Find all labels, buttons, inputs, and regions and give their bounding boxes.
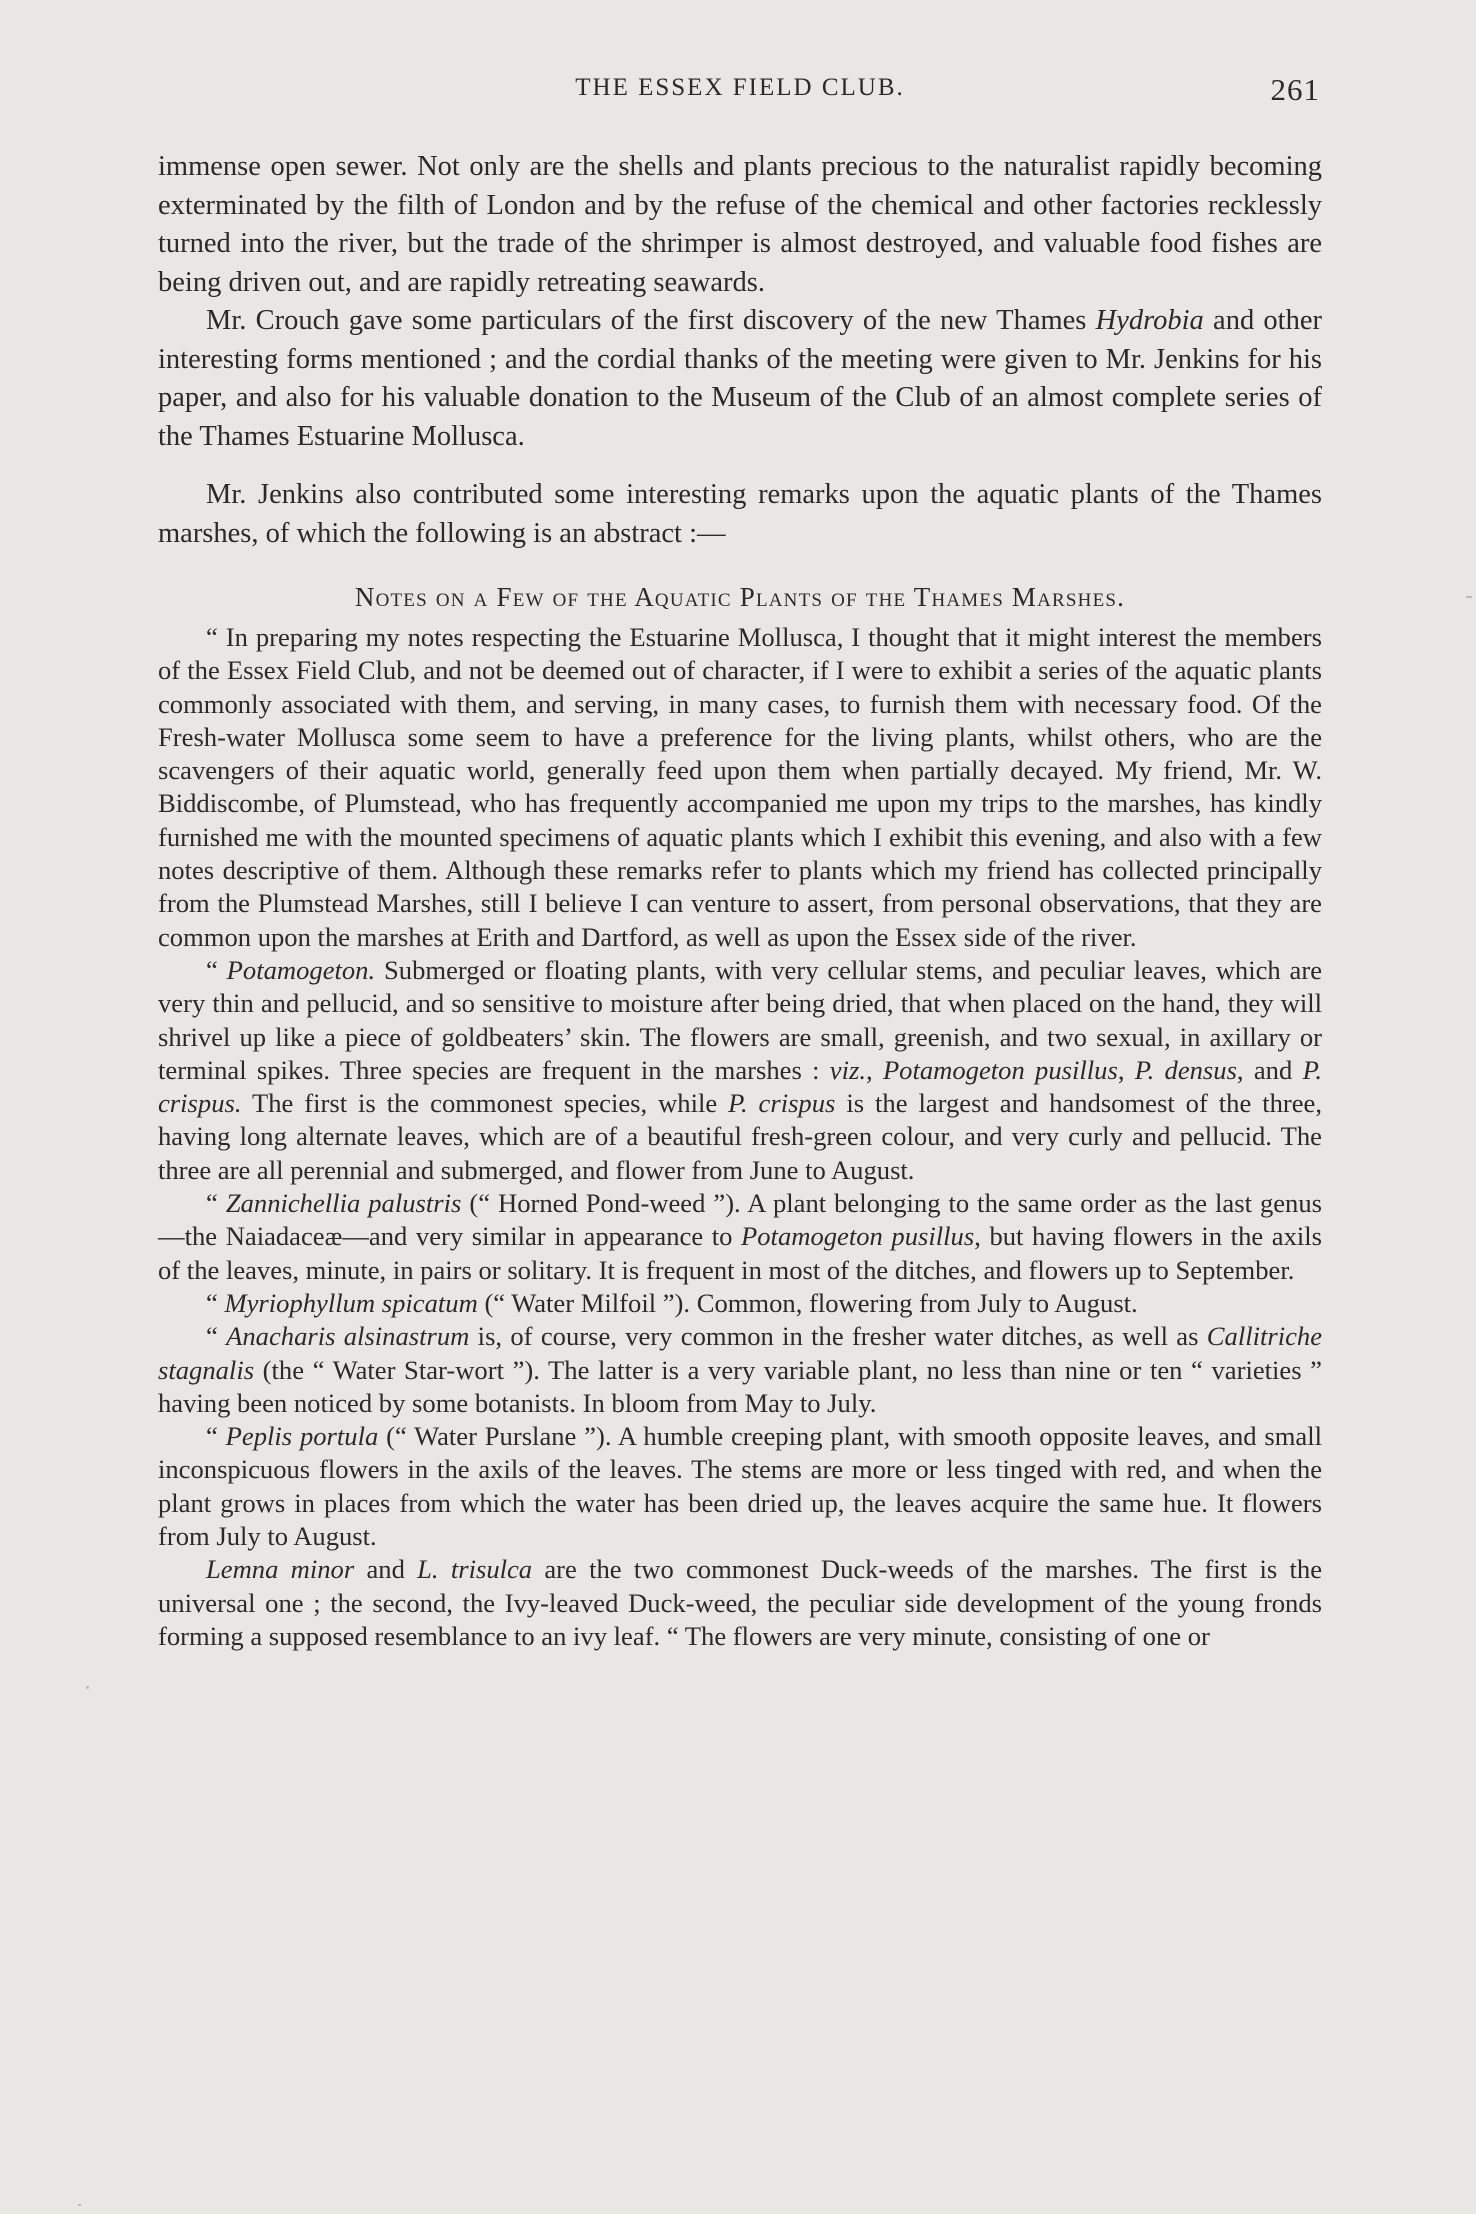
entry-myriophyllum	[158, 1287, 1322, 1320]
running-head: THE ESSEX FIELD CLUB.	[575, 74, 905, 101]
margin-smudge	[86, 1686, 89, 1689]
open-quote: “	[206, 1188, 226, 1219]
species-name: Potamogeton pusillus	[882, 1054, 1118, 1085]
species-name: P. densus	[1134, 1054, 1237, 1085]
open-quote: “	[206, 1421, 226, 1452]
genus-name: Potamogeton.	[226, 954, 376, 985]
text-run: The first is the commonest species, while	[241, 1088, 729, 1119]
entry-potamogeton	[158, 954, 1322, 1187]
text-run: is the largest and handsomest of the three, having long alternate leaves, which are of a beautiful fresh-green colour, and very curly and pellucid. The three are all perennial and submerged, and flower from June to August.	[158, 1088, 1322, 1185]
paragraph-gap	[158, 553, 1322, 579]
text-run: (the “ Water Star-wort ”). The latter is a very variable plant, no less than nine or ten “ varieties ” having been noticed by some botanists. In bloom from May to July.	[158, 1354, 1322, 1418]
text-run: Mr. Crouch gave some particulars of the first discovery of the new Thames	[206, 305, 1096, 336]
page-header	[160, 74, 1320, 114]
text-run: (“ Water Milfoil ”). Common, flowering from July to August.	[477, 1287, 1138, 1318]
text-run: , and	[1236, 1054, 1303, 1085]
notes-intro: “ In preparing my notes respecting the Estuarine Mollusca, I thought that it might interest the members of the Essex Field Club, and not be deemed out of character, if I were to exhibit a series of the aquatic plants commonly associated with them, and serving, in many cases, to furnish them with necessary food. Of the Fresh-water Mollusca some seem to have a preference for the living plants, whilst others, who are the scavengers of their aquatic world, generally feed upon them when partially decayed. My friend, Mr. W. Biddiscombe, of Plumstead, who has frequently accompanied me upon my trips to the marshes, has kindly furnished me with the mounted specimens of aquatic plants which I exhibit this evening, and also with a few notes descriptive of them. Although these remarks refer to plants which my friend has collected principally from the Plumstead Marshes, still I believe I can venture to assert, from personal observations, that they are common upon the marshes at Erith and Dartford, as well as upon the Essex side of the river.	[158, 622, 1322, 952]
text-run: is, of course, very common in the fresher water ditches, as well as	[469, 1321, 1207, 1352]
entry-zannichellia	[158, 1187, 1322, 1287]
open-quote: “	[206, 1321, 227, 1352]
species-name: Peplis portula	[225, 1421, 379, 1452]
species-name: Zannichellia palustris	[225, 1188, 462, 1219]
text-run: , but having flowers in the axils of the leaves, minute, in pairs or solitary. It is frequent in most of the ditches, and flowers up to September.	[158, 1221, 1323, 1285]
text-run: are the two commonest Duck-weeds of the marshes. The first is the universal one ; the second, the Ivy-leaved Duck-weed, the peculiar side development of the young fronds forming a supposed resemblance to an ivy leaf. “ The flowers are very minute, consisting of one or	[158, 1554, 1323, 1651]
text-run: (“ Horned Pond-weed ”). A plant belonging to the same order as the last genus—the Naiadaceæ—and very similar in appearance to	[158, 1188, 1322, 1252]
species-name: Hydrobia	[1095, 305, 1204, 336]
margin-smudge	[1466, 596, 1472, 598]
entry-peplis	[158, 1420, 1322, 1553]
text-run: ,	[865, 1054, 883, 1085]
species-name: Anacharis alsinastrum	[226, 1321, 470, 1352]
text-run: and	[354, 1554, 418, 1585]
notes-section	[158, 621, 1322, 1653]
text-run: Submerged or floating plants, with very cellular stems, and peculiar leaves, which are very thin and pellucid, and so sensitive to moisture after being dried, that when placed on the hand, they will shrivel up like a piece of goldbeaters’ skin. The flowers are small, greenish, and two sexual, in axillary or terminal spikes. Three species are frequent in the marshes :	[158, 954, 1323, 1085]
paragraph-jenkins: Mr. Jenkins also contributed some interesting remarks upon the aquatic plants of the Thames marshes, of which the following is an abstract :—	[158, 479, 1322, 549]
paragraph-crouch	[158, 302, 1322, 456]
species-name: Lemna minor	[206, 1554, 355, 1585]
species-name: Callitriche stagnalis	[158, 1321, 1323, 1385]
text-run: and other interesting forms mentioned ; and the cordial thanks of the meeting were given to Mr. Jenkins for his paper, and also for his valuable donation to the Museum of the Club of an almost complete series of the Thames Estuarine Mollusca.	[158, 305, 1322, 452]
species-name: Myriophyllum spicatum	[224, 1287, 478, 1318]
species-name: L. trisulca	[417, 1554, 533, 1585]
entry-anacharis	[158, 1320, 1322, 1420]
page-body	[158, 148, 1322, 1653]
paragraph-gap	[158, 456, 1322, 476]
open-quote: “	[206, 1287, 225, 1318]
open-quote: “	[206, 954, 227, 985]
text-run: (“ Water Purslane ”). A humble creeping plant, with smooth opposite leaves, and small inconspicuous flowers in the axils of the leaves. The stems are more or less tinged with red, and when the plant grows in places from which the water has been dried up, the leaves acquire the same hue. It flowers from July to August.	[158, 1421, 1323, 1552]
abbrev-viz: viz.	[829, 1054, 866, 1085]
species-name: P. crispus	[728, 1088, 836, 1119]
paragraph-continued: immense open sewer. Not only are the shells and plants precious to the naturalist rapidly becoming exterminated by the filth of London and by the refuse of the chemical and other factories recklessly turned into the river, but the trade of the shrimper is almost destroyed, and valuable food fishes are being driven out, and are rapidly retreating seawards.	[158, 151, 1322, 298]
species-name: P. crispus.	[158, 1054, 1323, 1119]
section-heading: Notes on a Few of the Aquatic Plants of the Thames Marshes.	[354, 582, 1126, 612]
text-run: ,	[1117, 1054, 1135, 1085]
species-name: Potamogeton pusillus	[741, 1221, 975, 1252]
page-number: 261	[1270, 72, 1320, 107]
entry-lemna	[158, 1553, 1322, 1653]
margin-smudge	[78, 2204, 81, 2206]
